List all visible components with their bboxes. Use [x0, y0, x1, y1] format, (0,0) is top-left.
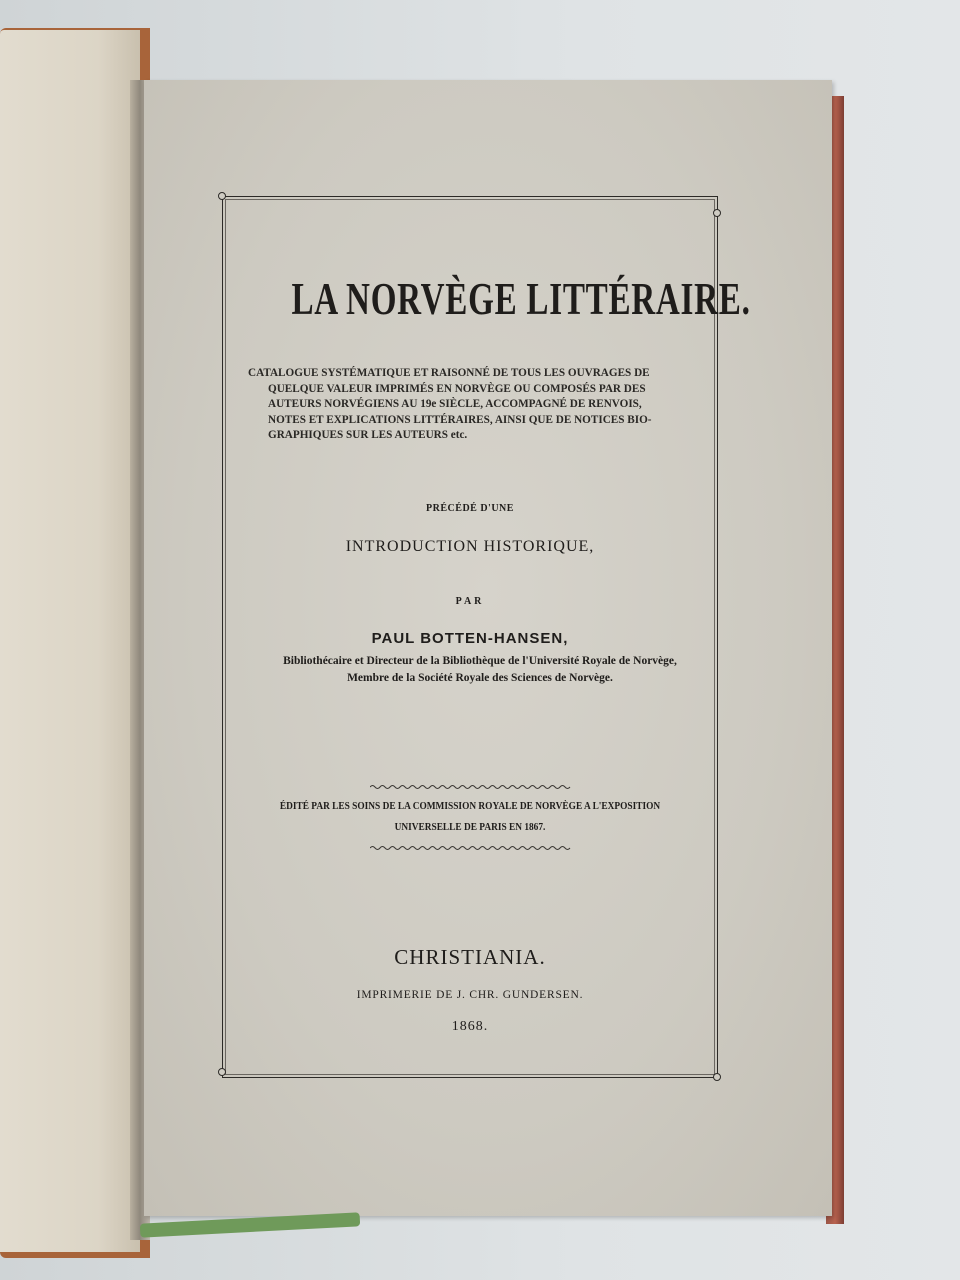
subtitle-line: GRAPHIQUES SUR LES AUTEURS etc. — [268, 429, 468, 442]
subtitle-line: QUELQUE VALEUR IMPRIMÉS EN NORVÈGE OU COMPOSÉS PAR DES — [268, 382, 646, 395]
wavy-rule — [370, 784, 572, 790]
subtitle-line: NOTES ET EXPLICATIONS LITTÉRAIRES, AINSI QUE DE NOTICES BIO- — [268, 413, 652, 426]
subtitle-line: CATALOGUE SYSTÉMATIQUE ET RAISONNÉ DE TOUS LES OUVRAGES DE — [248, 367, 650, 379]
printer-name: IMPRIMERIE DE J. CHR. GUNDERSEN. — [356, 989, 584, 1001]
left-page — [0, 30, 140, 1252]
city-name: CHRISTIANIA. — [394, 945, 546, 969]
author-credentials: Bibliothécaire et Directeur de la Bibliothèque de l'Université Royale de Norvège, — [283, 655, 677, 667]
publication-year: 1868. — [451, 1019, 489, 1034]
par-text: PAR — [455, 596, 485, 607]
edition-note: UNIVERSELLE DE PARIS EN 1867. — [394, 821, 546, 833]
wavy-rule — [370, 845, 572, 851]
book-title: LA NORVÈGE LITTÉRAIRE. — [291, 273, 751, 324]
subtitle-line: AUTEURS NORVÉGIENS AU 19e SIÈCLE, ACCOMPAGNÉ DE RENVOIS, — [268, 398, 642, 411]
frame-corner-ornament — [713, 1073, 721, 1081]
subtitle-paragraph — [248, 366, 706, 444]
edition-note: ÉDITÉ PAR LES SOINS DE LA COMMISSION ROYALE DE NORVÈGE A L'EXPOSITION — [279, 800, 661, 812]
preceded-text: PRÉCÉDÉ D'UNE — [426, 503, 514, 514]
introduction-text: INTRODUCTION HISTORIQUE, — [345, 538, 595, 555]
frame-corner-ornament — [713, 209, 721, 217]
frame-corner-ornament — [218, 192, 226, 200]
frame-corner-ornament — [218, 1068, 226, 1076]
author-name: PAUL BOTTEN-HANSEN, — [371, 630, 569, 647]
author-credentials: Membre de la Société Royale des Sciences de Norvège. — [347, 672, 613, 684]
